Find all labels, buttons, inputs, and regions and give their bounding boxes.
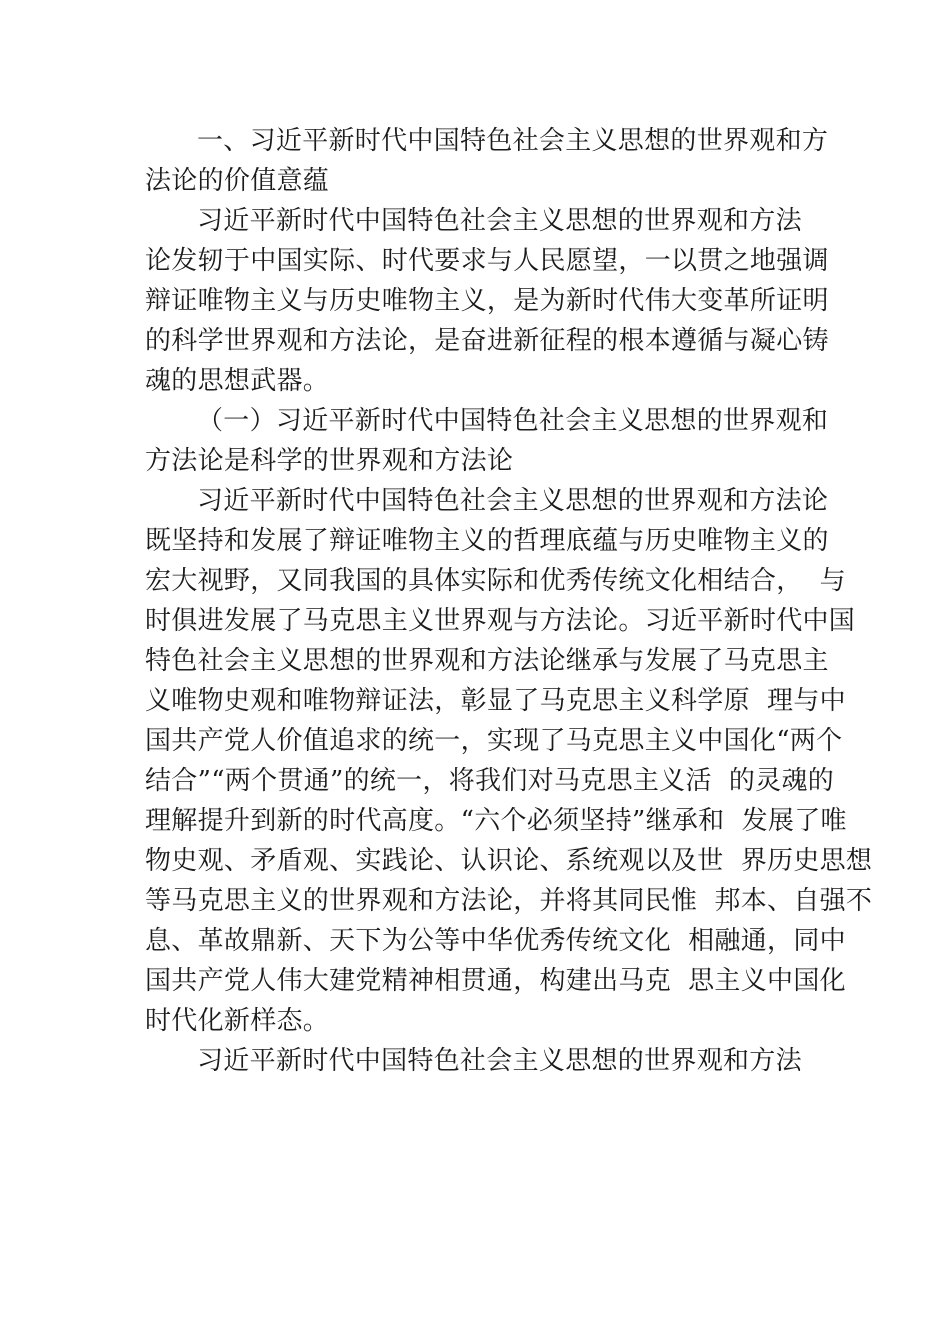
paragraph-line: 息、革故鼎新、天下为公等中华优秀传统文化 相融通，同中: [145, 926, 846, 956]
paragraph-line: 国共产党人价值追求的统一，实现了马克思主义中国化“两个: [145, 726, 843, 756]
paragraph-line: 义唯物史观和唯物辩证法，彰显了马克思主义科学原 理与中: [145, 686, 846, 716]
paragraph-line: 的科学世界观和方法论，是奋进新征程的根本遵循与凝心铸: [145, 326, 829, 356]
paragraph-line: 等马克思主义的世界观和方法论，并将其同民惟 邦本、自强不: [145, 886, 873, 916]
subsection-heading-line-2: 方法论是科学的世界观和方法论: [145, 446, 514, 476]
paragraph-line: 理解提升到新的时代高度。“六个必须坚持”继承和 发展了唯: [145, 806, 847, 836]
paragraph-line: 习近平新时代中国特色社会主义思想的世界观和方法: [197, 1046, 802, 1076]
paragraph-line: 国共产党人伟大建党精神相贯通，构建出马克 思主义中国化: [145, 966, 846, 996]
paragraph-line: 论发轫于中国实际、时代要求与人民愿望，一以贯之地强调: [145, 246, 829, 276]
subsection-heading-line-1: （一）习近平新时代中国特色社会主义思想的世界观和: [197, 406, 829, 436]
paragraph-line: 特色社会主义思想的世界观和方法论继承与发展了马克思主: [145, 646, 829, 676]
paragraph-line: 结合”“两个贯通”的统一，将我们对马克思主义活 的灵魂的: [145, 766, 835, 796]
section-heading-line-1: 一、习近平新时代中国特色社会主义思想的世界观和方: [197, 126, 829, 156]
paragraph-line: 既坚持和发展了辩证唯物主义的哲理底蕴与历史唯物主义的: [145, 526, 829, 556]
paragraph-line: 习近平新时代中国特色社会主义思想的世界观和方法论: [197, 486, 829, 516]
paragraph-line: 宏大视野，又同我国的具体实际和优秀传统文化相结合， 与: [145, 566, 846, 596]
paragraph-line: 物史观、矛盾观、实践论、认识论、系统观以及世 界历史思想: [145, 846, 873, 876]
paragraph-line: 辩证唯物主义与历史唯物主义，是为新时代伟大变革所证明: [145, 286, 829, 316]
paragraph-line: 习近平新时代中国特色社会主义思想的世界观和方法: [197, 206, 802, 236]
paragraph-line: 时俱进发展了马克思主义世界观与方法论。习近平新时代中国: [145, 606, 856, 636]
paragraph-line: 魂的思想武器。: [145, 366, 330, 396]
section-heading-line-2: 法论的价值意蕴: [145, 166, 330, 196]
paragraph-line: 时代化新样态。: [145, 1006, 330, 1036]
